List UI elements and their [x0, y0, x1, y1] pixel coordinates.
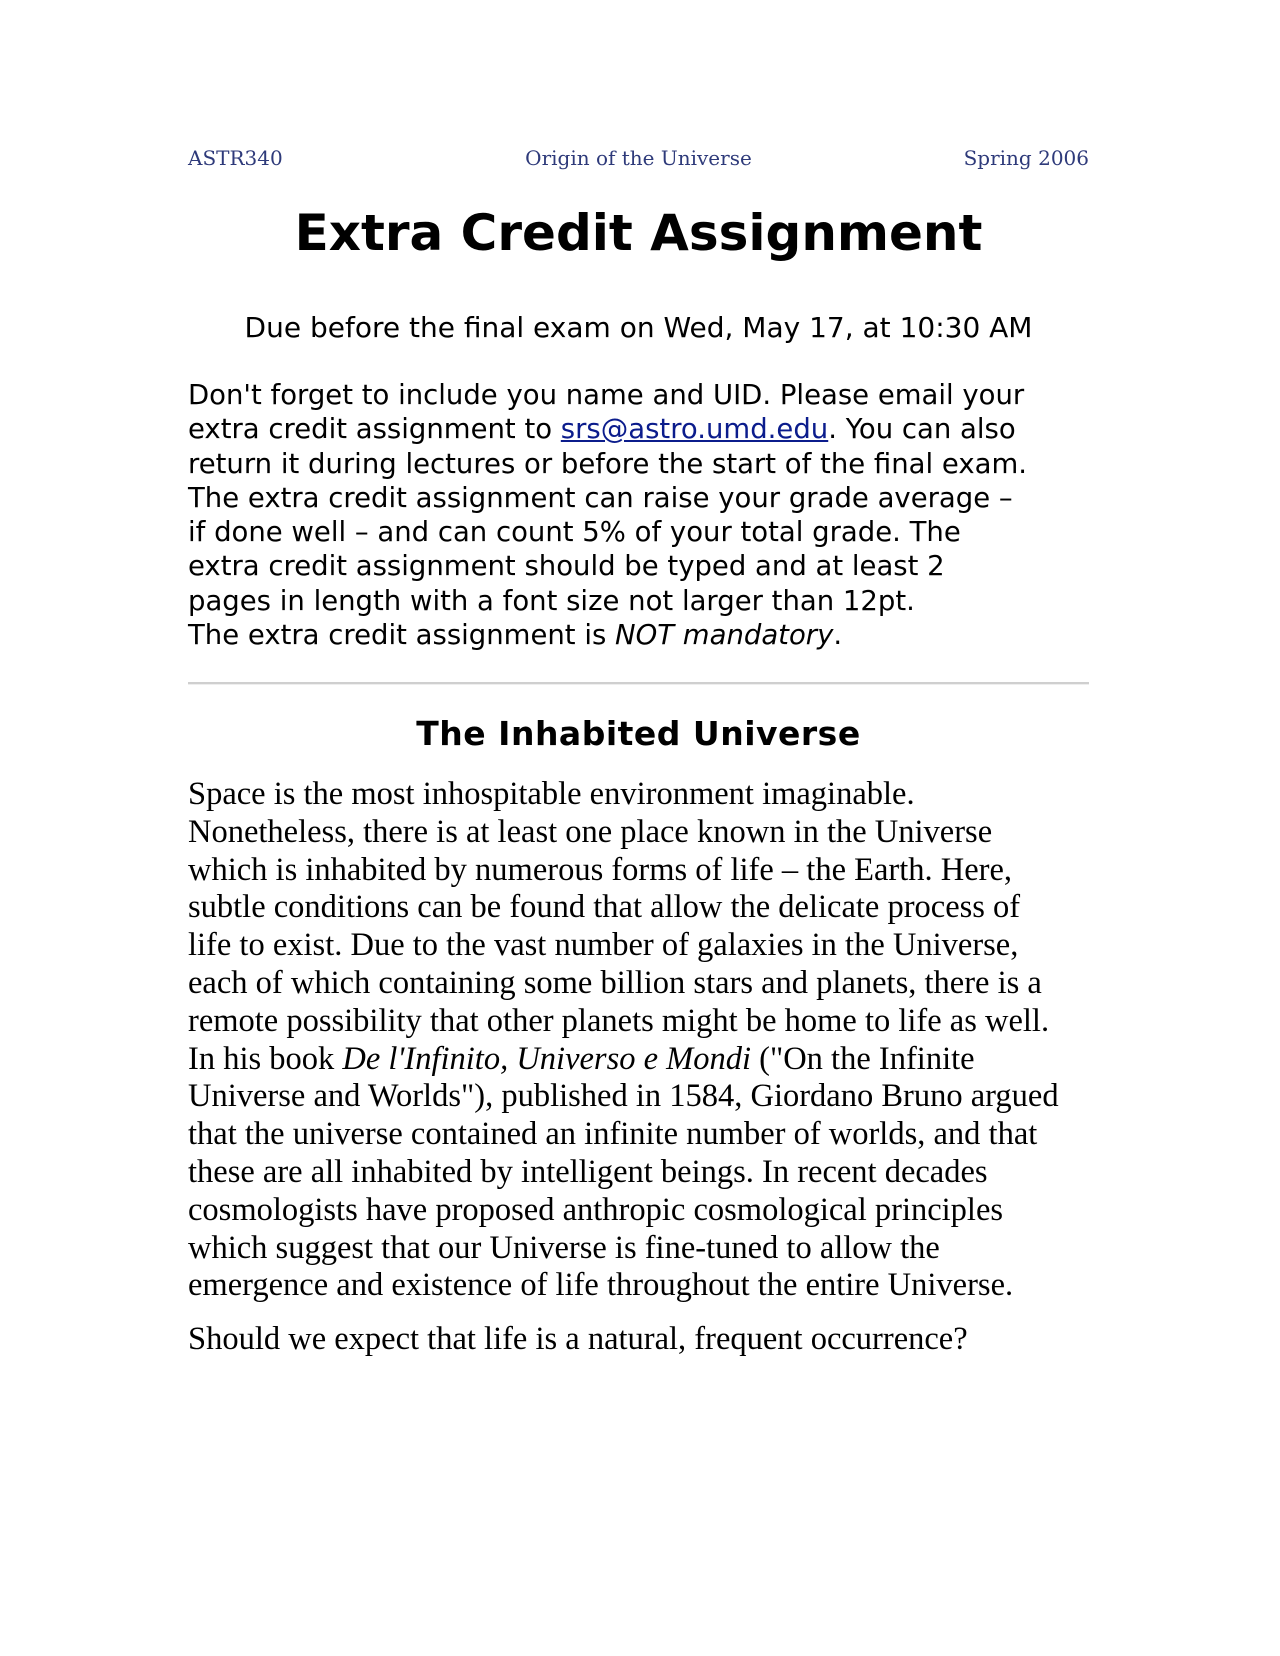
instructions-line: pages in length with a font size not larger than 12pt. — [188, 584, 915, 617]
paragraph-line: remote possibility that other planets might be home to life as well. — [188, 1002, 1050, 1039]
mandatory-emphasis: NOT mandatory — [615, 619, 834, 652]
paragraph-text: ("On the Infinite — [751, 1040, 975, 1077]
due-date: Due before the final exam on Wed, May 17, at 10:30 AM — [244, 311, 1033, 344]
email-link[interactable]: srs@astro.umd.edu — [560, 413, 829, 446]
paragraph-line: these are all inhabited by intelligent beings. In recent decades — [188, 1153, 988, 1190]
instructions-line: if done well – and can count 5% of your total grade. The — [188, 516, 961, 549]
instructions-text: extra credit assignment to — [188, 413, 561, 446]
instructions-line — [188, 412, 1108, 446]
page-title: Extra Credit Assignment — [294, 204, 983, 262]
horizontal-divider — [188, 682, 1089, 685]
paragraph-line: Nonetheless, there is at least one place known in the Universe — [188, 813, 993, 850]
instructions-line: extra credit assignment should be typed and at least 2 — [188, 550, 945, 583]
instructions-text: The extra credit assignment is — [188, 619, 616, 652]
paragraph-line: subtle conditions can be found that allow the delicate process of — [188, 889, 1021, 926]
paragraph-line: which suggest that our Universe is fine-tuned to allow the — [188, 1229, 940, 1266]
instructions-text: . — [833, 619, 843, 652]
instructions-line: return it during lectures or before the start of the final exam. — [188, 447, 1028, 480]
paragraph-line: Universe and Worlds"), published in 1584, Giordano Bruno argued — [188, 1078, 1059, 1115]
closing-question: Should we expect that life is a natural, frequent occurrence? — [188, 1321, 968, 1357]
paragraph-line — [188, 1041, 1128, 1079]
page-header — [188, 146, 1089, 176]
book-title: De l'Infinito, Universo e Mondi — [342, 1040, 751, 1077]
paragraph-line: emergence and existence of life throughout the entire Universe. — [188, 1267, 1014, 1304]
paragraph-line: Space is the most inhospitable environment imaginable. — [188, 776, 915, 812]
paragraph-line: life to exist. Due to the vast number of galaxies in the Universe, — [188, 927, 1019, 964]
paragraph-text: In his book — [188, 1040, 343, 1077]
paragraph-line: cosmologists have proposed anthropic cosmological principles — [188, 1191, 1004, 1228]
paragraph-line: which is inhabited by numerous forms of life – the Earth. Here, — [188, 851, 1013, 888]
section-title: The Inhabited Universe — [416, 714, 861, 753]
paragraph-line: that the universe contained an infinite number of worlds, and that — [188, 1116, 1038, 1153]
paragraph-line: each of which containing some billion stars and planets, there is a — [188, 964, 1042, 1001]
instructions-line: Don't forget to include you name and UID. Please email your — [188, 379, 1025, 411]
instructions-paragraph — [188, 378, 1108, 652]
term: Spring 2006 — [963, 146, 1089, 170]
instructions-line: The extra credit assignment can raise your grade average – — [188, 481, 1013, 514]
section-paragraph — [188, 776, 1128, 1305]
instructions-line — [188, 618, 1108, 652]
course-code: ASTR340 — [188, 146, 283, 170]
course-title: Origin of the Universe — [525, 146, 752, 170]
instructions-text: . You can also — [828, 413, 1016, 446]
